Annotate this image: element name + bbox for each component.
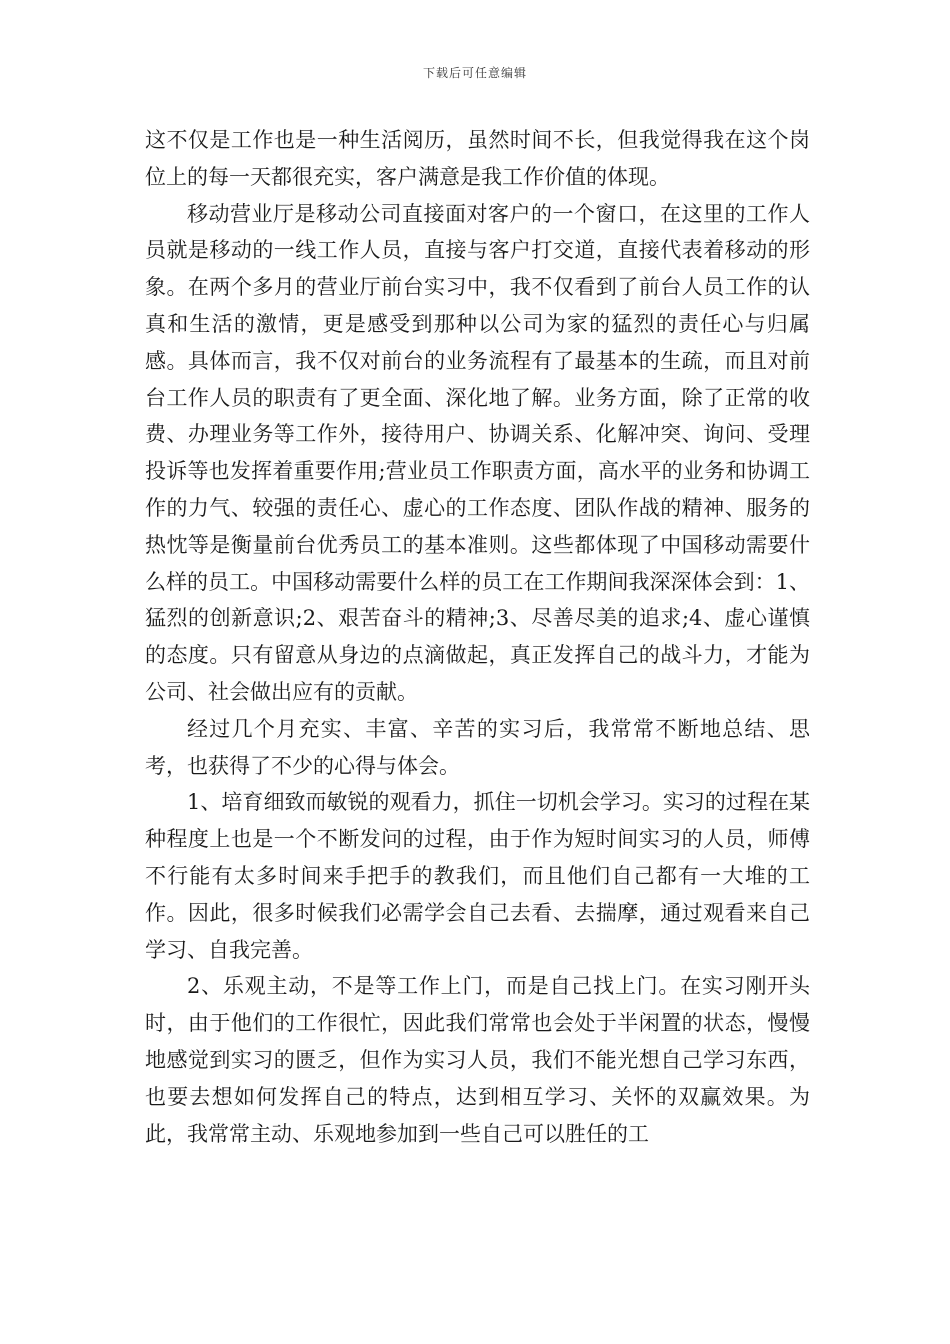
paragraph-1: 这不仅是工作也是一种生活阅历，虽然时间不长，但我觉得我在这个岗位上的每一天都很充实，客户满意是我工作价值的体现。 [145, 128, 810, 189]
page-header: 下载后可任意编辑 [422, 66, 527, 80]
document-body [145, 122, 810, 1152]
paragraph-2: 移动营业厅是移动公司直接面对客户的一个窗口，在这里的工作人员就是移动的一线工作人员，直接与客户打交道，直接代表着移动的形象。在两个多月的营业厅前台实习中，我不仅看到了前台人员工作的认真和生活的激情，更是感受到那种以公司为家的猛烈的责任心与归属感。具体而言，我不仅对前台的业务流程有了最基本的生疏，而且对前台工作人员的职责有了更全面、深化地了解。业务方面，除了正常的收费、办理业务等工作外，接待用户、协调关系、化解冲突、询问、受理投诉等也发挥着重要作用;营业员工作职责方面，高水平的业务和协调工作的力气、较强的责任心、虚心的工作态度、团队作战的精神、服务的热忱等是衡量前台优秀员工的基本准则。这些都体现了中国移动需要什么样的员工。中国移动需要什么样的员工在工作期间我深深体会到：1、猛烈的创新意识;2、艰苦奋斗的精神;3、尽善尽美的追求;4、虚心谨慎的态度。只有留意从身边的点滴做起，真正发挥自己的战斗力，才能为公司、社会做出应有的贡献。 [145, 201, 810, 704]
paragraph-3: 经过几个月充实、丰富、辛苦的实习后，我常常不断地总结、思考，也获得了不少的心得与体会。 [145, 716, 810, 778]
paragraph-4: 1、培育细致而敏锐的观看力，抓住一切机会学习。实习的过程在某种程度上也是一个不断发问的过程，由于作为短时间实习的人员，师傅不行能有太多时间来手把手的教我们，而且他们自己都有一大堆的工作。因此，很多时候我们必需学会自己去看、去揣摩，通过观看来自己学习、自我完善。 [145, 790, 810, 962]
paragraph-5: 2、乐观主动，不是等工作上门，而是自己找上门。在实习刚开头时，由于他们的工作很忙，因此我们常常也会处于半闲置的状态，慢慢地感觉到实习的匮乏，但作为实习人员，我们不能光想自己学习东西，也要去想如何发挥自己的特点，达到相互学习、关怀的双赢效果。为此，我常常主动、乐观地参加到一些自己可以胜任的工 [145, 974, 810, 1146]
